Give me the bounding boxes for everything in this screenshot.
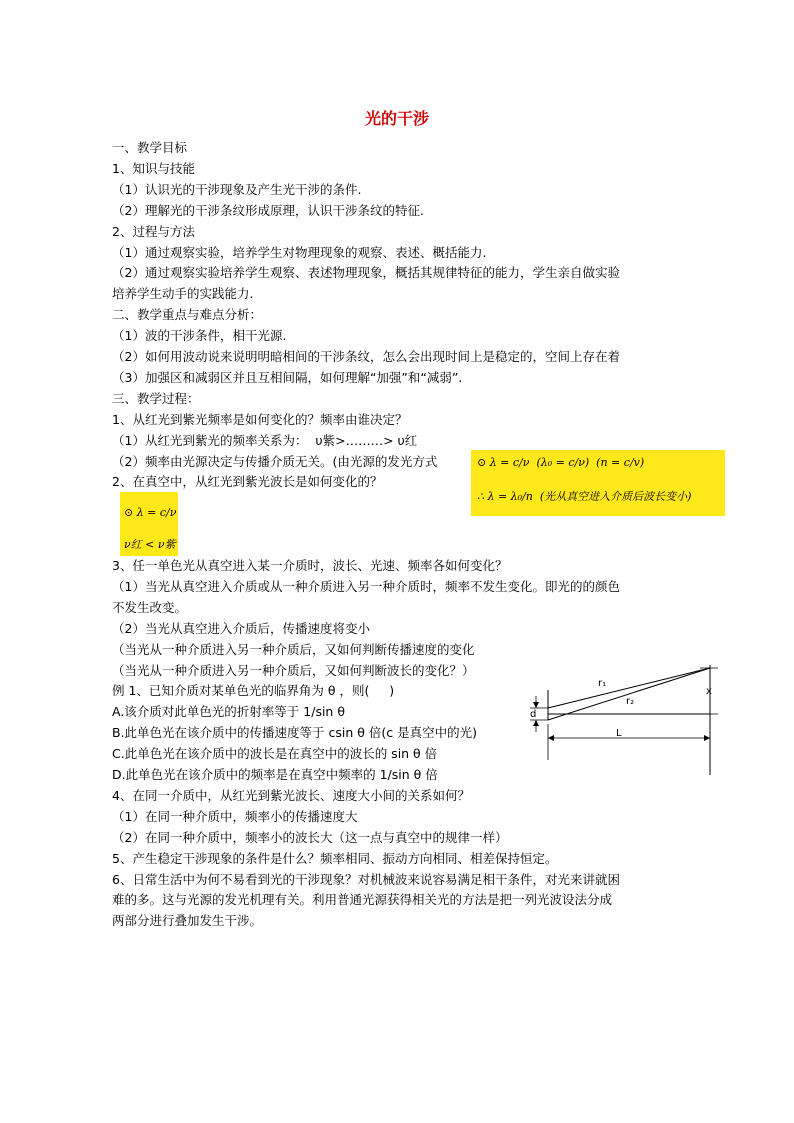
text-line: （2）如何用波动说来说明明暗相间的干涉条纹，怎么会出现时间上是稳定的，空间上存在着 [112, 349, 620, 364]
text-line: （2）理解光的干涉条纹形成原理，认识干涉条纹的特征. [112, 202, 424, 218]
text-line: 2、在真空中，从红光到紫光波长是如何变化的？ [112, 474, 383, 490]
text-line: 一、教学目标 [112, 140, 188, 155]
text-line: 不发生改变。 [112, 599, 188, 615]
text-line: C.此单色光在该介质中的波长是在真空中的波长的 sin θ 倍 [112, 746, 438, 762]
formula-line: ⊙ λ = c/ν (λ₀ = c/ν) (n = c/v) [477, 456, 645, 469]
label-x: x [706, 686, 712, 697]
text-line: （1）认识光的干涉现象及产生光干涉的条件. [112, 181, 362, 197]
ray-r2 [548, 668, 710, 720]
text-line: （1）当光从真空进入介质或从一种介质进入另一种介质时，频率不发生变化。即光的的颜色 [112, 578, 620, 594]
formula-line: ∴ λ = λ₀/n (光从真空进入介质后波长变小) [477, 490, 692, 503]
text-line: 培养学生动手的实践能力. [112, 286, 254, 302]
formula-box-frequency [120, 492, 178, 556]
text-line: 难的多。这与光源的发光机理有关。利用普通光源获得相关光的方法是把一列光波设法分成 [112, 892, 613, 908]
text-line: 4、在同一介质中，从红光到紫光波长、速度大小间的关系如何？ [112, 787, 470, 803]
text-line: （2）通过观察实验培养学生观察、表述物理现象，概括其规律特征的能力，学生亲自做实验 [112, 265, 620, 281]
text-line: （1）从红光到紫光的频率关系为： υ紫>………> υ红 [112, 432, 418, 448]
text-line: 6、日常生活中为何不易看到光的干涉现象？对机械波来说容易满足相干条件，对光来讲就困 [112, 871, 620, 887]
text-line: （当光从一种介质进入另一种介质后，又如何判断波长的变化？） [112, 662, 475, 678]
text-line: （1）通过观察实验，培养学生对物理现象的观察、表述、概括能力. [112, 244, 487, 260]
text-line: 5、产生稳定干涉现象的条件是什么？频率相同、振动方向相同、相差保持恒定。 [112, 850, 558, 866]
formula-line: ⊙ λ = c/ν [124, 506, 177, 519]
text-line: （2）当光从真空进入介质后，传播速度将变小 [112, 620, 370, 636]
formula-box-wavelength [471, 450, 725, 516]
text-line: 2、过程与方法 [112, 223, 195, 239]
text-line: 例 1、已知介质对某单色光的临界角为 θ ，则( ) [112, 683, 395, 699]
text-line: D.此单色光在该介质中的频率是在真空中频率的 1/sin θ 倍 [112, 767, 438, 782]
text-line: （1）波的干涉条件，相干光源. [112, 328, 287, 344]
text-line: 1、从红光到紫光频率是如何变化的？频率由谁决定？ [112, 411, 408, 427]
label-r1: r₁ [598, 678, 607, 689]
text-line: A.该介质对此单色光的折射率等于 1/sin θ [112, 704, 345, 720]
page-title: 光的干涉 [364, 109, 429, 128]
text-line: B.此单色光在该介质中的传播速度等于 csin θ 倍(c 是真空中的光) [112, 725, 477, 741]
text-line: 二、教学重点与难点分析： [112, 307, 263, 323]
text-line: （当光从一种介质进入另一种介质后，又如何判断传播速度的变化 [112, 641, 475, 657]
arrowhead [533, 720, 539, 726]
arrowhead [533, 702, 539, 708]
label-d: d [530, 709, 537, 720]
arrowhead [548, 735, 554, 741]
text-line: （1）在同一种介质中，频率小的传播速度大 [112, 808, 358, 824]
text-line: （3）加强区和减弱区并且互相间隔，如何理解“加强”和“减弱”. [112, 369, 463, 385]
text-line: 两部分进行叠加发生干涉。 [112, 913, 263, 929]
text-line: 三、教学过程： [112, 390, 200, 406]
arrowhead [704, 735, 710, 741]
text-line: （2）频率由光源决定与传播介质无关。(由光源的发光方式 [112, 453, 438, 469]
label-r2: r₂ [626, 696, 635, 707]
text-line: 3、任一单色光从真空进入某一介质时，波长、光速、频率各如何变化？ [112, 558, 508, 573]
text-line: （2）在同一种介质中，频率小的波长大（这一点与真空中的规律一样） [112, 829, 508, 845]
double-slit-diagram [520, 660, 730, 780]
text-line: 1、知识与技能 [112, 160, 195, 176]
formula-line: ν红 < ν紫 [124, 538, 176, 551]
label-L: L [616, 728, 622, 739]
